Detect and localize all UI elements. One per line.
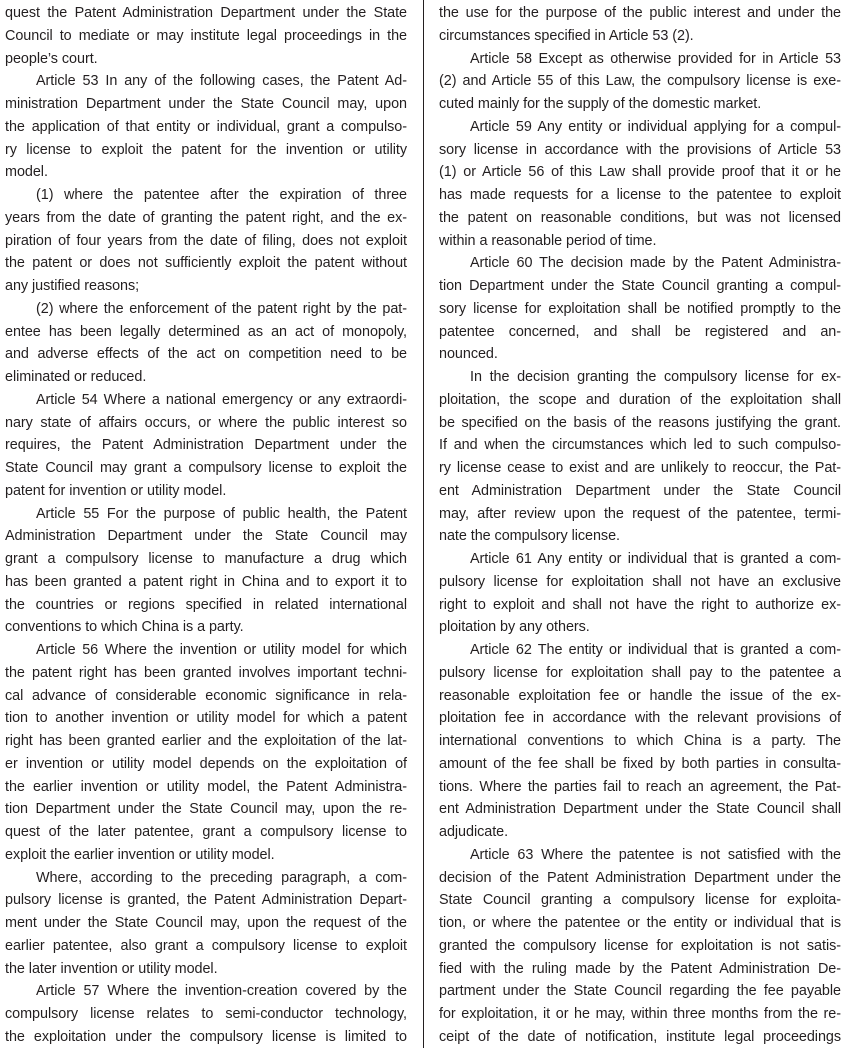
text-line: eliminated or reduced.: [5, 369, 147, 385]
text-line: nate the compulsory license.: [439, 528, 620, 545]
text-line: earlier patentee, also grant a compulsory license to exploit: [5, 937, 407, 954]
text-line: entee has been legally determined as an act of monopoly,: [5, 323, 407, 340]
text-line: ment under the State Council may, upon the request of the: [5, 915, 407, 931]
text-line: ry license to exploit the patent for the invention or utility: [5, 141, 407, 158]
text-line: be specified on the basis of the reasons justifying the grant.: [439, 414, 841, 431]
paragraph: [5, 184, 407, 298]
text-line: and adverse effects of the act on competition need to be: [5, 346, 407, 363]
text-line: ry license cease to exist and are unlikely to reoccur, the Pat-: [439, 460, 841, 476]
text-line: Article 61 Any entity or individual that is granted a com-: [470, 551, 841, 567]
text-line: State Council may grant a compulsory license to exploit the: [5, 460, 407, 476]
text-line: Article 57 Where the invention-creation covered by the: [36, 983, 407, 1000]
text-line: model.: [5, 164, 48, 181]
paragraph: [5, 389, 407, 503]
text-line: Article 53 In any of the following cases, the Patent Ad-: [36, 73, 407, 90]
paragraph: [439, 252, 841, 366]
text-line: the later invention or utility model.: [5, 960, 218, 977]
text-line: right to exploit and shall not have the right to authorize ex-: [439, 596, 841, 613]
text-line: grant a compulsory license to manufacture a drug which: [5, 551, 407, 567]
text-line: nary state of affairs occurs, or where the public interest so: [5, 414, 407, 431]
text-line: years from the date of granting the patent right, and the ex-: [5, 209, 407, 226]
text-line: sory license for exploitation shall be notified promptly to the: [439, 300, 841, 317]
paragraph: [5, 867, 407, 981]
text-line: adjudicate.: [439, 824, 509, 840]
text-line: tions. Where the parties fail to reach an agreement, the Pat-: [439, 778, 841, 795]
text-line: circumstances specified in Article 53 (2).: [439, 27, 694, 44]
text-line: the patent or does not sufficiently exploit the patent without: [5, 255, 407, 272]
text-line: exploit the earlier invention or utility model.: [5, 846, 275, 863]
text-line: Administration Department under the State Council may: [5, 528, 407, 545]
text-line: In the decision granting the compulsory license for ex-: [470, 369, 841, 385]
text-line: compulsory license relates to semi-conductor technology,: [5, 1006, 407, 1022]
text-line: partment under the State Council regarding the fee payable: [439, 983, 841, 1000]
text-line: ent Administration Department under the State Council: [439, 482, 841, 499]
paragraph: [5, 503, 407, 640]
text-line: quest the Patent Administration Department under the State: [5, 5, 407, 21]
text-line: (1) where the patentee after the expiration of three: [36, 187, 407, 203]
text-line: people’s court.: [5, 50, 98, 67]
text-line: Article 56 Where the invention or utility model for which: [36, 642, 407, 658]
left-column: [5, 2, 407, 1048]
text-line: quest of the later patentee, grant a compulsory license to: [5, 824, 407, 840]
text-line: Council to mediate or may institute legal proceedings in the: [5, 27, 407, 44]
text-line: Where, according to the preceding paragraph, a com-: [36, 869, 407, 886]
paragraph: [439, 2, 841, 48]
text-line: ceipt of the date of notification, institute legal proceedings: [439, 1028, 841, 1045]
text-line: ministration Department under the State Council may, upon: [5, 96, 407, 112]
text-line: sory license in accordance with the provisions of Article 53: [439, 141, 841, 158]
text-line: has been granted a patent right in China and to export it to: [5, 573, 407, 590]
text-line: the application of that entity or individual, grant a compulso-: [5, 118, 407, 135]
paragraph: [439, 548, 841, 639]
paragraph: [5, 2, 407, 70]
text-line: granted the compulsory license for exploitation is not satis-: [439, 937, 841, 954]
paragraph: [5, 639, 407, 867]
right-column: [439, 2, 841, 1048]
text-line: international conventions to which China is a party. The: [439, 733, 841, 749]
paragraph: [439, 844, 841, 1048]
text-line: Article 60 The decision made by the Patent Administra-: [470, 255, 841, 272]
paragraph: [5, 298, 407, 389]
text-line: the countries or regions specified in related international: [5, 596, 407, 613]
text-line: within a reasonable period of time.: [439, 232, 657, 249]
text-line: reasonable exploitation fee or handle the issue of the ex-: [439, 687, 841, 704]
text-line: patent for invention or utility model.: [5, 482, 227, 499]
text-line: ploitation by any others.: [439, 619, 590, 636]
text-line: amount of the fee shall be fixed by both parties in consulta-: [439, 755, 841, 772]
text-line: er invention or utility model depends on the exploitation of: [5, 755, 407, 772]
text-line: Article 63 Where the patentee is not satisfied with the: [470, 846, 841, 863]
text-line: Article 62 The entity or individual that is granted a com-: [470, 642, 841, 658]
text-line: patentee concerned, and shall be registered and an-: [439, 323, 841, 340]
text-line: tion to another invention or utility model for which a patent: [5, 710, 407, 727]
text-line: any justified reasons;: [5, 278, 140, 294]
column-divider: [423, 0, 424, 1048]
text-line: the earlier invention or utility model, the Patent Administra-: [5, 778, 407, 795]
paragraph: [439, 48, 841, 116]
text-line: has made requests for a license to the patentee to exploit: [439, 187, 841, 203]
paragraph: [5, 980, 407, 1048]
text-line: tion, or where the patentee or the entity or individual that is: [439, 915, 841, 931]
text-line: Article 54 Where a national emergency or any extraordi-: [36, 391, 407, 408]
paragraph: [439, 116, 841, 253]
paragraph: [439, 639, 841, 844]
paragraph: [439, 366, 841, 548]
text-line: pulsory license for exploitation shall not have an exclusive: [439, 573, 841, 590]
text-line: State Council granting a compulsory license for exploita-: [439, 892, 841, 909]
text-line: decision of the Patent Administration Department under the: [439, 869, 841, 886]
text-line: cuted mainly for the supply of the domestic market.: [439, 96, 762, 112]
text-line: If and when the circumstances which led to such compulso-: [439, 437, 841, 454]
text-line: tion Department under the State Council granting a compul-: [439, 278, 841, 294]
text-line: nounced.: [439, 346, 498, 363]
text-line: ploitation fee in accordance with the relevant provisions of: [439, 710, 841, 727]
text-line: the use for the purpose of the public interest and under the: [439, 5, 841, 21]
text-line: ent Administration Department under the State Council shall: [439, 801, 841, 818]
text-line: (1) or Article 56 of this Law shall provide proof that it or he: [439, 164, 841, 181]
text-line: (2) where the enforcement of the patent right by the pat-: [36, 300, 407, 317]
text-line: fied with the ruling made by the Patent Administration De-: [439, 960, 841, 977]
text-line: the patent right has been granted involves important techni-: [5, 664, 407, 681]
text-line: Article 55 For the purpose of public health, the Patent: [36, 505, 407, 522]
text-line: ploitation, the scope and duration of the exploitation shall: [439, 391, 841, 408]
text-line: right has been granted earlier and the exploitation of the lat-: [5, 733, 407, 749]
text-line: requires, the Patent Administration Department under the: [5, 437, 407, 454]
text-line: for exploitation, it or he may, within three months from the re-: [439, 1006, 841, 1022]
text-line: Article 58 Except as otherwise provided for in Article 53: [470, 50, 841, 67]
text-line: may, after review upon the request of the patentee, termi-: [439, 505, 841, 522]
text-line: pulsory license for exploitation shall pay to the patentee a: [439, 664, 841, 681]
text-line: the patent on reasonable conditions, but was not licensed: [439, 209, 841, 226]
text-line: tion Department under the State Council may, upon the re-: [5, 801, 407, 818]
text-line: pulsory license is granted, the Patent Administration Depart-: [5, 892, 407, 909]
text-line: the exploitation under the compulsory license is limited to: [5, 1028, 407, 1045]
text-line: cal advance of considerable economic significance in rela-: [5, 687, 407, 704]
text-line: (2) and Article 55 of this Law, the compulsory license is exe-: [439, 73, 841, 90]
text-line: Article 59 Any entity or individual applying for a compul-: [470, 118, 841, 135]
paragraph: [5, 70, 407, 184]
text-line: piration of four years from the date of filing, does not exploit: [5, 232, 407, 249]
text-line: conventions to which China is a party.: [5, 619, 244, 636]
